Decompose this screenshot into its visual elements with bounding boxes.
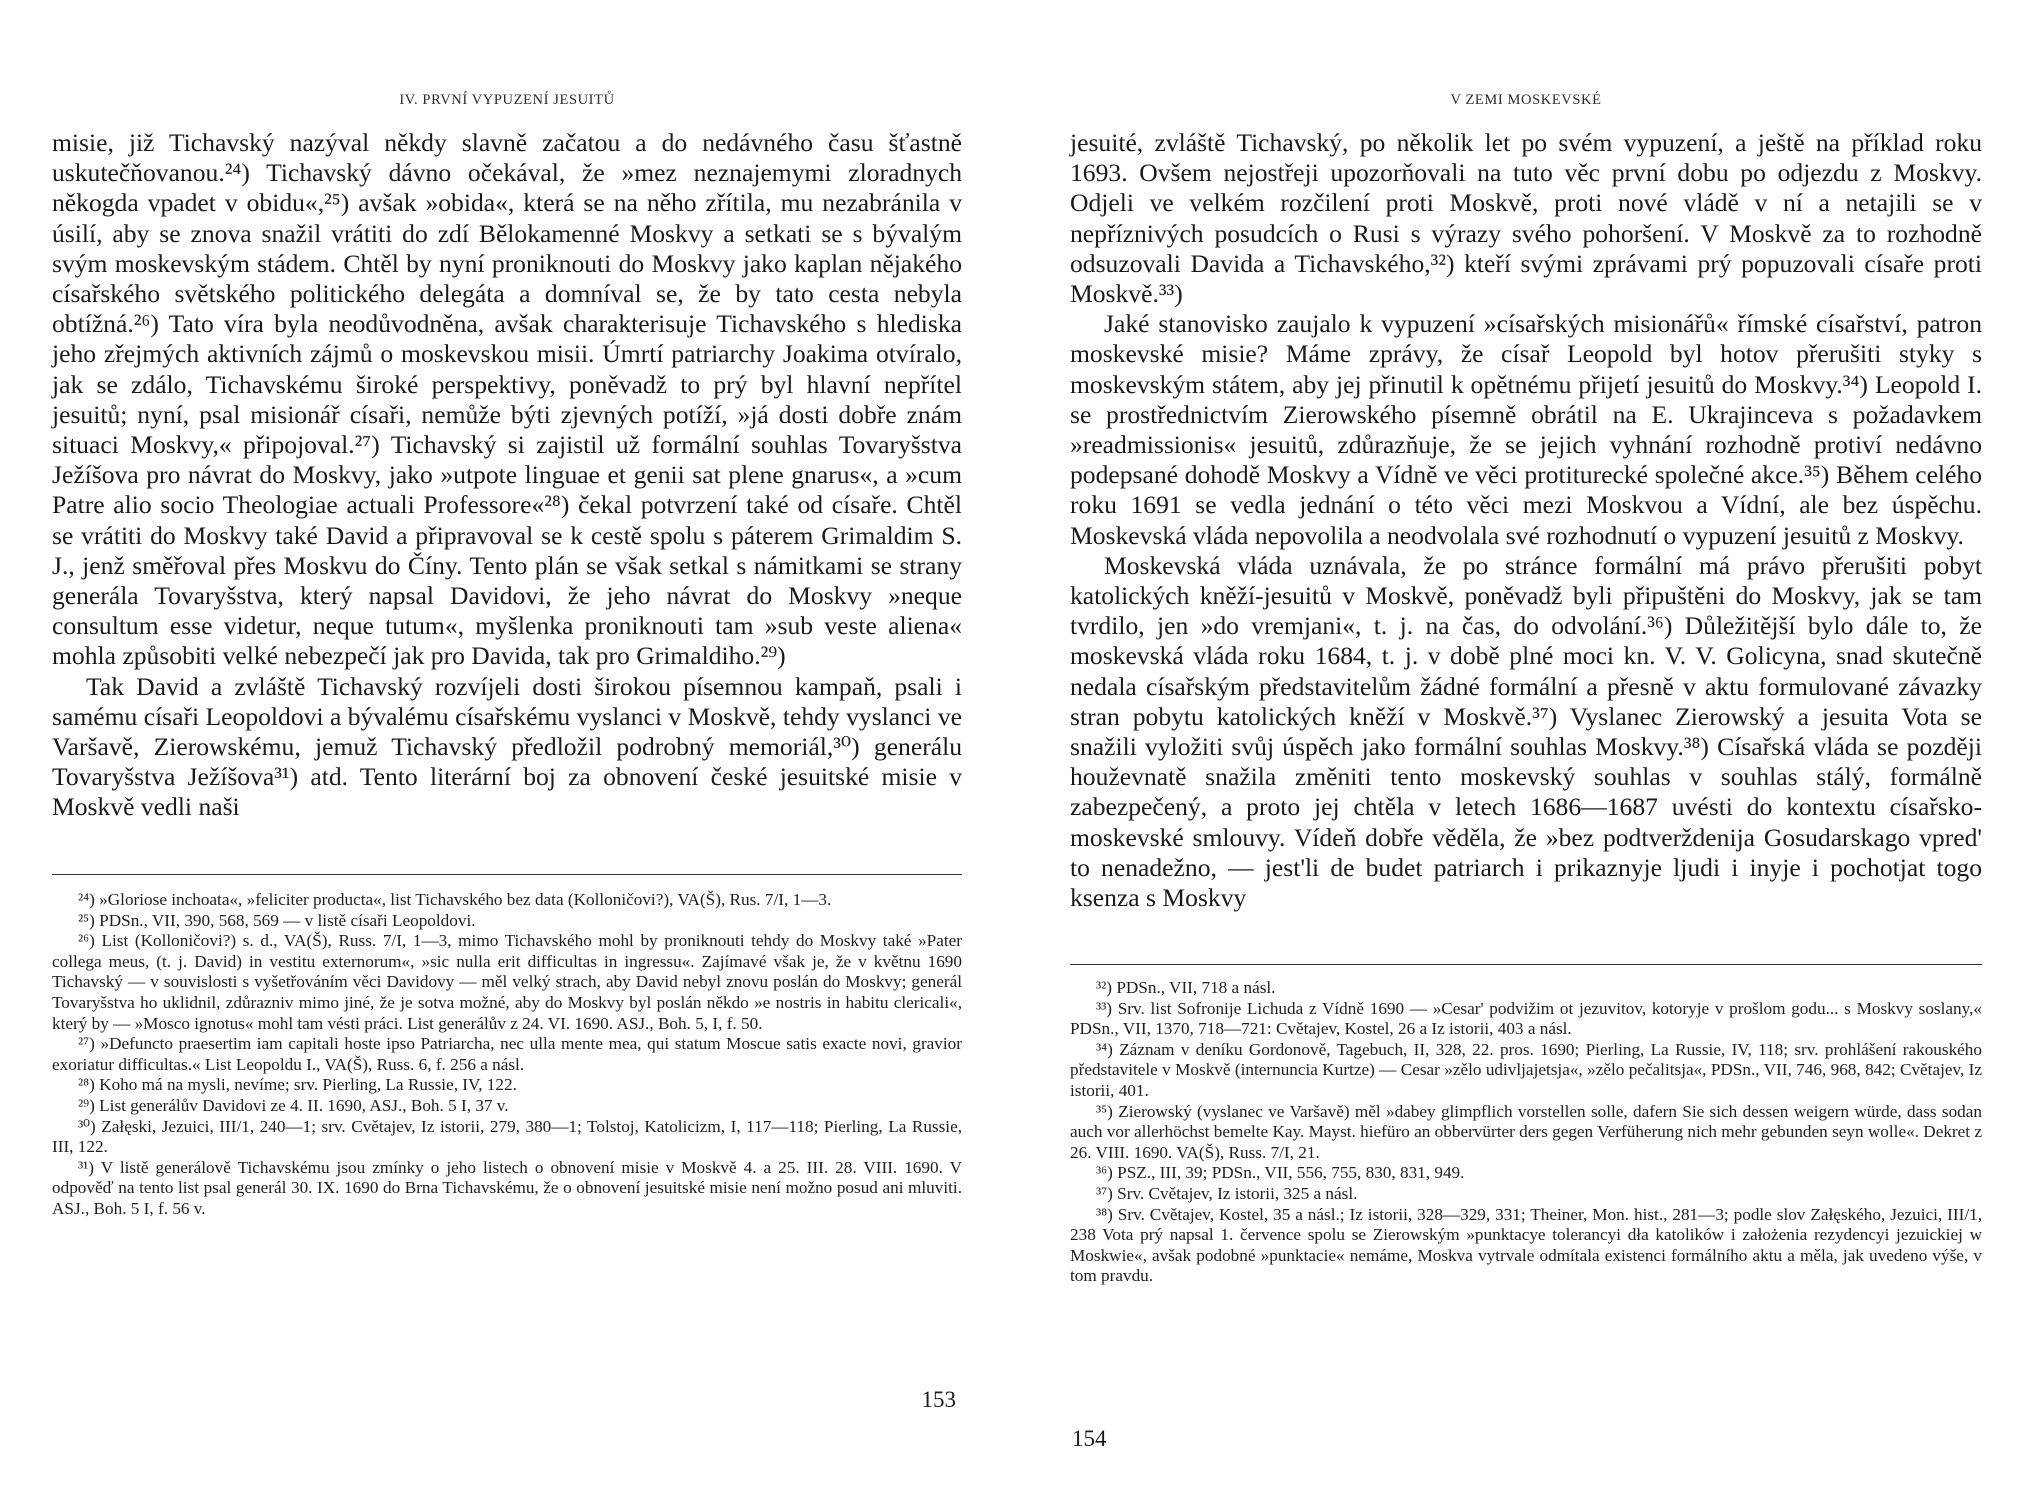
running-head: IV. PRVNÍ VYPUZENÍ JESUITŮ [399,92,615,108]
footnote: ³³) Srv. list Sofronije Lichuda z Vídně 1690 — »Cesar' podvižim ot jezuvitov, kotoryje v prošlom godu... s Moskvy soslany,« PDSn., VII, 1370, 718—721: Cvětajev, Kostel, 26 a Iz istorii, 403 a násl. [1070,998,1982,1039]
left-page [52,0,962,1500]
footnote: ³¹) V listě generálově Tichavskému jsou zmínky o jeho listech o obnovení misie v Moskvě 4. a 25. III. 28. VIII. 1690. V odpověď na tento list psal generál 30. IX. 1690 do Brna Tichavskému, že o obnovení jesuitské misie není možno posud ani mluviti. ASJ., Boh. 5 I, f. 56 v. [52,1157,962,1218]
footnote: ³⁴) Záznam v deníku Gordonově, Tagebuch, II, 328, 22. pros. 1690; Pierling, La Russie, IV, 118; srv. prohlášení rakouského představitele v Moskvě (internuncia Kurtze) — Cesar »zělo udivljajetsja«, »zělo pečalitsja«, PDSn., VII, 746, 968, 842; Cvětajev, Iz istorii, 401. [1070,1039,1982,1100]
footnote: ³⁷) Srv. Cvětajev, Iz istorii, 325 a násl. [1096,1183,1358,1203]
footnote: ²⁷) »Defuncto praesertim iam capitali hoste ipso Patriarcha, nec ulla mente mea, qui statum Moscue satis exacte novi, gravior exoriatur difficultas.« List Leopoldu I., VA(Š), Russ. 6, f. 256 a násl. [52,1034,962,1074]
footnote: ³²) PDSn., VII, 718 a násl. [1096,978,1276,997]
paragraph: jesuité, zvláště Tichavský, po několik let po svém vypuzení, a ještě na příklad roku 1693. Ovšem nejostřeji upozorňovali na tuto věc první dobu po odjezdu z Moskvy. Odjeli ve velkém rozčilení proti Moskvě, proti nové vládě v ní a netajili se v nepříznivých posudcích o Rusi s výrazy svého pohoršení. V Moskvě za to rozhodně odsuzovali Davida a Tichavského,³²) kteří svými zprávami prý popuzovali císaře proti Moskvě.³³) [1070,128,1982,309]
paragraph: Jaké stanovisko zaujalo k vypuzení »císařských misionářů« římské císařství, patron moskevské misie? Máme zprávy, že císař Leopold byl hotov přerušiti styky s moskevským státem, aby jej přinutil k opětnému přijetí jesuitů do Moskvy.³⁴) Leopold I. se prostřednictvím Zierowského písemně obrátil na E. Ukrajinceva s požadavkem »readmissionis« jesuitů, zdůrazňuje, že se jejich vyhnání rozhodně protiví nedávno podepsané dohodě Moskvy a Vídně ve věci protiturecké společné akce.³⁵) Během celého roku 1691 se vedla jednání o této věci mezi Moskvou a Vídní, ale bez úspěchu. Moskevská vláda nepovolila a neodvolala své rozhodnutí o vypuzení jesuitů z Moskvy. [1070,309,1982,550]
footnote: ³⁶) PSZ., III, 39; PDSn., VII, 556, 755, 830, 831, 949. [1096,1163,1465,1183]
right-page [1070,0,1982,1500]
footnotes [1070,978,1982,1287]
footnote: ²⁴) »Gloriose inchoata«, »feliciter producta«, list Tichavského bez data (Kolloničovi?), VA(Š), Rus. 7/I, 1—3. [78,890,832,909]
footnotes [52,890,962,1220]
paragraph: Tak David a zvláště Tichavský rozvíjeli dosti širokou písemnou kampaň, psali i samému císaři Leopoldovi a bývalému císařskému vyslanci v Moskvě, tehdy vyslanci ve Varšavě, Zierowskému, jemuž Tichavský předložil podrobný memoriál,³⁰) generálu Tovaryšstva Ježíšova³¹) atd. Tento literární boj za obnovení české jesuitské misie v Moskvě vedli naši [52,671,962,822]
paragraph: Moskevská vláda uznávala, že po stránce formální má právo přerušiti pobyt katolických kněží-jesuitů v Moskvě, poněvadž byli připuštěni do Moskvy, jak se tam tvrdilo, jen »do vremjani«, t. j. na čas, do odvolání.³⁶) Důležitější bylo dále to, že moskevská vláda roku 1684, t. j. v době plné moci kn. V. V. Golicyna, snad skutečně nedala císařským představitelům žádné formální a přesně v aktu formulované závazky stran pobytu katolických kněží v Moskvě.³⁷) Vyslanec Zierowský a jesuita Vota se snažili vyložiti svůj úspěch jako formální souhlas Moskvy.³⁸) Císařská vláda se později houževnatě snažila změniti tento moskevský souhlas v souhlas stálý, formálně zabezpečený, a proto jej chtěla v letech 1686—1687 uvésti do kontextu císařsko-moskevské smlouvy. Vídeň dobře věděla, že »bez podtverždenija Gosudarskago vpred' to nenadežno, — jest'li de budet patriarch i prikaznyje ljudi i inyje i pochotjat togo ksenza s Moskvy [1070,550,1982,913]
footnote: ²⁵) PDSn., VII, 390, 568, 569 — v listě císaři Leopoldovi. [78,910,476,930]
main-text [52,128,962,823]
main-text [1070,128,1982,913]
footnote: ³⁸) Srv. Cvětajev, Kostel, 35 a násl.; Iz istorii, 328—329, 331; Theiner, Mon. hist., 281—3; podle slov Załęského, Jezuici, III/1, 238 Vota prý napsal 1. července spolu se Zierowským »punktacye tolerancyi dła katolików i założenia rezydencyi jezuickiej w Moskwie«, avšak podobné »punktacie« nemáme, Moskva vytrvale odmítala existenci formálního aktu a měla, jak uvedeno výše, v tom pravdu. [1070,1204,1982,1286]
footnote: ²⁸) Koho má na mysli, nevíme; srv. Pierling, La Russie, IV, 122. [78,1075,517,1095]
footnote-rule [1070,964,1982,965]
footnote-rule [52,874,962,875]
footnote: ²⁶) List (Kolloničovi?) s. d., VA(Š), Russ. 7/I, 1—3, mimo Tichavského mohl by proniknouti tehdy do Moskvy také »Pater collega meus, (t. j. David) in vestitu externorum«, »sic nulla erit difficultas in ingressu«. Zajímavé však je, že v květnu 1690 Tichavský — v souvislosti s vyšetřováním věci Davidovy — měl velký strach, aby David nebyl znovu poslán do Moskvy; generál Tovaryšstva ho uklidnil, zdůrazniv mimo jiné, že je sotva možné, aby do Moskvy byl poslán někdo »e nostris in habitu clericali«, který by — »Mosco ignotus« mohl tam vésti práci. List generálův z 24. VI. 1690. ASJ., Boh. 5, I, f. 50. [52,931,962,1033]
page-number: 153 [921,1387,956,1412]
page-number: 154 [1072,1426,1107,1451]
footnote: ³⁰) Załęski, Jezuici, III/1, 240—1; srv. Cvětajev, Iz istorii, 279, 380—1; Tolstoj, Katolicizm, I, 117—118; Pierling, La Russie, III, 122. [52,1116,962,1157]
footnote: ³⁵) Zierowský (vyslanec ve Varšavě) měl »dabey glimpflich vorstellen solle, dafern Sie sich dessen weigern würde, dass sodan auch vor allerhöchst bemelte Kay. Mayst. hiefüro an obbervürter ders gegen Verfüherung nich mehr gebunden seyn wolle«. Dekret z 26. VIII. 1690. VA(Š), Russ. 7/I, 21. [1070,1101,1982,1162]
paragraph: misie, již Tichavský nazýval někdy slavně začatou a do nedávného času šťastně uskutečňovanou.²⁴) Tichavský dávno očekával, že »mez neznajemymi zloradnych někogda vpadet v obidu«,²⁵) avšak »obida«, která se na něho zřítila, mu nezabránila v úsilí, aby se znova snažil vrátiti do zdí Bělokamenné Moskvy a setkati se s bývalým svým moskevským stádem. Chtěl by nyní proniknouti do Moskvy jako kaplan nějakého císařského světského politického delegáta a domníval se, že by tato cesta nebyla obtížná.²⁶) Tato víra byla neodůvodněna, avšak charakterisuje Tichavského s hlediska jeho zřejmých aktivních zájmů o moskevskou misii. Úmrtí patriarchy Joakima otvíralo, jak se zdálo, Tichavskému široké perspektivy, poněvadž to prý byl hlavní nepřítel jesuitů; nyní, psal misionář císaři, nemůže býti zjevných potíží, »já dosti dobře znám situaci Moskvy,« připojoval.²⁷) Tichavský si zajistil už formální souhlas Tovaryšstva Ježíšova pro návrat do Moskvy, jako »utpote linguae et genii sat plene gnarus«, a »cum Patre alio socio Theologiae actuali Professore«²⁸) čekal potvrzení také od císaře. Chtěl se vrátiti do Moskvy také David a připravoval se k cestě spolu s páterem Grimaldim S. J., jenž směřoval přes Moskvu do Číny. Tento plán se však setkal s námitkami se strany generála Tovaryšstva, který napsal Davidovi, že jeho návrat do Moskvy »neque consultum esse videtur, neque tutum«, myšlenka proniknouti tam »sub veste aliena« mohla způsobiti velké nebezpečí jak pro Davida, tak pro Grimaldiho.²⁹) [52,128,962,671]
running-head: V ZEMI MOSKEVSKÉ [1450,92,1602,108]
footnote: ²⁹) List generálův Davidovi ze 4. II. 1690, ASJ., Boh. 5 I, 37 v. [78,1095,509,1115]
